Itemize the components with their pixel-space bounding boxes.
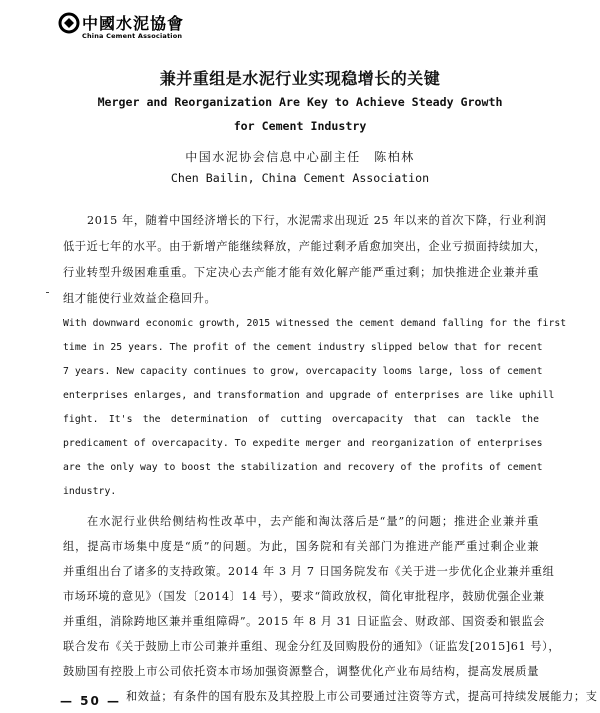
body-cn-line: 鼓励国有控股上市公司依托资本市场加强资源整合，调整优化产业布局结构，提高发展质量 bbox=[63, 665, 539, 678]
body-cn-line: 联合发布《关于鼓励上市公司兼并重组、现金分红及回购股份的通知》（证监发[2015]61 号）， bbox=[63, 640, 561, 653]
logo-english-name: China Cement Association bbox=[82, 32, 183, 40]
body-cn-line: 并重组，消除跨地区兼并重组障碍”。2015 年 8 月 31 日证监会、财政部、国资委和银监会 bbox=[63, 615, 545, 628]
abstract-cn-line: 组才能使行业效益企稳回升。 bbox=[63, 292, 217, 305]
abstract-en-line: enterprises enlarges, and transformation and upgrade of enterprises are like uphill bbox=[63, 390, 555, 401]
body-cn-line: 并重组出台了诸多的支持政策。2014 年 3 月 7 日国务院发布《关于进一步优化企业兼并重组 bbox=[63, 565, 555, 578]
article-title-chinese: 兼并重组是水泥行业实现稳增长的关键 bbox=[159, 69, 441, 88]
abstract-cn-line: 2015 年，随着中国经济增长的下行，水泥需求出现近 25 年以来的首次下降，行业利润 bbox=[87, 214, 547, 227]
abstract-en-line: With downward economic growth, 2015 witnessed the cement demand falling for the first bbox=[63, 318, 567, 329]
author-english: Chen Bailin, China Cement Association bbox=[170, 171, 430, 185]
abstract-en-line: industry. bbox=[63, 486, 117, 497]
abstract-cn-line: 行业转型升级困难重重。下定决心去产能才能有效化解产能严重过剩；加快推进企业兼并重 bbox=[63, 266, 539, 279]
association-logo bbox=[58, 10, 258, 42]
abstract-cn-line: 低于近七年的水平。由于新增产能继续释放，产能过剩矛盾愈加突出，企业亏损面持续加大， bbox=[63, 240, 547, 253]
abstract-en-line: predicament of overcapacity. To expedite merger and reorganization of enterprises bbox=[63, 438, 543, 449]
body-cn-line: 市场环境的意见》（国发〔2014〕14 号），要求“简政放权，简化审批程序，鼓励优强企业兼 bbox=[63, 590, 545, 603]
abstract-en-line: time in 25 years. The profit of the cement industry slipped below that for recent bbox=[63, 342, 543, 353]
abstract-en-line: are the only way to boost the stabilization and recovery of the profits of cement bbox=[63, 462, 543, 473]
cement-association-emblem-icon bbox=[58, 12, 80, 34]
body-cn-line: 和效益；有条件的国有股东及其控股上市公司要通过注资等方式，提高可持续发展能力；支 bbox=[126, 690, 598, 703]
logo-chinese-name: 中國水泥協會 bbox=[82, 14, 185, 33]
body-cn-line: 组，提高市场集中度是“质”的问题。为此，国务院和有关部门为推进产能严重过剩企业兼 bbox=[63, 540, 539, 553]
author-chinese: 中国水泥协会信息中心副主任 陈柏林 bbox=[185, 150, 415, 164]
page-number: — 50 — bbox=[60, 694, 122, 708]
body-cn-line: 在水泥行业供给侧结构性改革中，去产能和淘汰落后是“量”的问题；推进企业兼并重 bbox=[87, 515, 539, 528]
abstract-en-line: 7 years. New capacity continues to grow, overcapacity looms large, loss of cement bbox=[63, 366, 543, 377]
article-title-english-line-2: for Cement Industry bbox=[233, 119, 367, 133]
article-title-english-line-1: Merger and Reorganization Are Key to Achieve Steady Growth bbox=[97, 95, 503, 109]
abstract-en-line: fight. It's the determination of cutting overcapacity that can tackle the bbox=[63, 414, 539, 425]
margin-mark bbox=[46, 292, 49, 293]
